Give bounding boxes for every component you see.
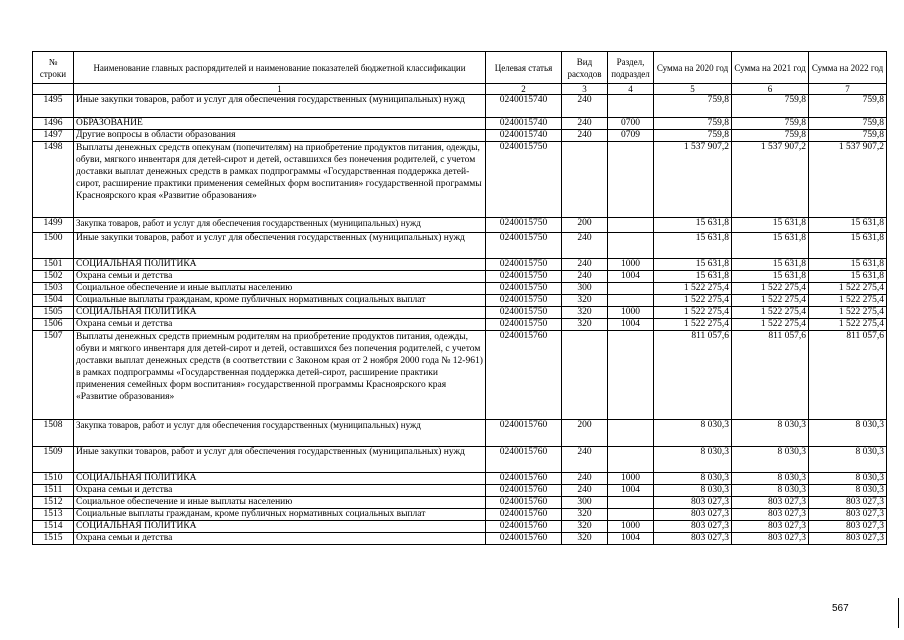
row-name: СОЦИАЛЬНАЯ ПОЛИТИКА bbox=[74, 473, 486, 485]
row-number: 1509 bbox=[33, 447, 74, 473]
row-sum-2021: 1 537 907,2 bbox=[732, 142, 809, 218]
row-number: 1508 bbox=[33, 420, 74, 447]
row-sum-2021: 8 030,3 bbox=[732, 420, 809, 447]
row-sum-2022: 811 057,6 bbox=[809, 331, 887, 420]
row-sum-2021: 759,8 bbox=[732, 118, 809, 130]
row-expense-type: 320 bbox=[562, 533, 608, 545]
row-number: 1503 bbox=[33, 283, 74, 295]
row-target-article: 0240015750 bbox=[486, 218, 562, 233]
row-target-article: 0240015750 bbox=[486, 295, 562, 307]
row-sum-2022: 15 631,8 bbox=[809, 218, 887, 233]
table-row bbox=[33, 307, 887, 319]
row-sum-2021: 8 030,3 bbox=[732, 485, 809, 497]
row-sum-2020: 15 631,8 bbox=[654, 218, 732, 233]
row-expense-type: 240 bbox=[562, 259, 608, 271]
row-target-article: 0240015760 bbox=[486, 521, 562, 533]
row-section bbox=[608, 331, 654, 420]
row-name: Охрана семьи и детства bbox=[74, 319, 486, 331]
table-row bbox=[33, 331, 887, 420]
row-name: Охрана семьи и детства bbox=[74, 533, 486, 545]
row-target-article: 0240015750 bbox=[486, 233, 562, 259]
table-row bbox=[33, 130, 887, 142]
page-number: 567 bbox=[832, 603, 849, 614]
row-expense-type bbox=[562, 142, 608, 218]
column-number: 7 bbox=[809, 84, 887, 95]
row-sum-2020: 1 537 907,2 bbox=[654, 142, 732, 218]
header-row bbox=[33, 52, 887, 84]
row-target-article: 0240015750 bbox=[486, 271, 562, 283]
row-section bbox=[608, 283, 654, 295]
row-sum-2022: 8 030,3 bbox=[809, 447, 887, 473]
column-number-row bbox=[33, 84, 887, 95]
table-row bbox=[33, 95, 887, 118]
row-number: 1501 bbox=[33, 259, 74, 271]
row-sum-2021: 759,8 bbox=[732, 130, 809, 142]
row-section bbox=[608, 95, 654, 118]
row-sum-2021: 803 027,3 bbox=[732, 521, 809, 533]
header-sum-2020: Сумма на 2020 год bbox=[654, 52, 732, 84]
row-expense-type: 320 bbox=[562, 319, 608, 331]
row-number: 1500 bbox=[33, 233, 74, 259]
header-row-number: № строки bbox=[33, 52, 74, 84]
row-number: 1504 bbox=[33, 295, 74, 307]
row-target-article: 0240015750 bbox=[486, 142, 562, 218]
table-row bbox=[33, 420, 887, 447]
row-section bbox=[608, 447, 654, 473]
row-target-article: 0240015760 bbox=[486, 533, 562, 545]
table-row bbox=[33, 233, 887, 259]
row-section bbox=[608, 218, 654, 233]
row-target-article: 0240015760 bbox=[486, 497, 562, 509]
row-sum-2021: 15 631,8 bbox=[732, 259, 809, 271]
row-expense-type: 300 bbox=[562, 497, 608, 509]
row-number: 1497 bbox=[33, 130, 74, 142]
row-sum-2020: 759,8 bbox=[654, 95, 732, 118]
row-sum-2020: 759,8 bbox=[654, 130, 732, 142]
row-sum-2020: 8 030,3 bbox=[654, 473, 732, 485]
column-number: 1 bbox=[74, 84, 486, 95]
row-sum-2021: 15 631,8 bbox=[732, 218, 809, 233]
row-number: 1499 bbox=[33, 218, 74, 233]
row-expense-type: 320 bbox=[562, 509, 608, 521]
table-row bbox=[33, 447, 887, 473]
row-number: 1513 bbox=[33, 509, 74, 521]
row-sum-2021: 803 027,3 bbox=[732, 533, 809, 545]
row-section bbox=[608, 420, 654, 447]
row-target-article: 0240015750 bbox=[486, 319, 562, 331]
row-target-article: 0240015760 bbox=[486, 473, 562, 485]
row-target-article: 0240015760 bbox=[486, 509, 562, 521]
row-section bbox=[608, 295, 654, 307]
row-name: Иные закупки товаров, работ и услуг для обеспечения государственных (муниципальных) нужд bbox=[74, 95, 486, 118]
row-section: 0700 bbox=[608, 118, 654, 130]
row-sum-2021: 803 027,3 bbox=[732, 497, 809, 509]
row-sum-2022: 759,8 bbox=[809, 118, 887, 130]
row-target-article: 0240015760 bbox=[486, 447, 562, 473]
row-expense-type: 200 bbox=[562, 218, 608, 233]
row-number: 1507 bbox=[33, 331, 74, 420]
row-sum-2020: 811 057,6 bbox=[654, 331, 732, 420]
row-name: ОБРАЗОВАНИЕ bbox=[74, 118, 486, 130]
row-sum-2020: 803 027,3 bbox=[654, 521, 732, 533]
table-body bbox=[33, 95, 887, 545]
row-sum-2020: 8 030,3 bbox=[654, 485, 732, 497]
row-sum-2020: 8 030,3 bbox=[654, 447, 732, 473]
table-row bbox=[33, 509, 887, 521]
row-sum-2021: 811 057,6 bbox=[732, 331, 809, 420]
row-section: 0709 bbox=[608, 130, 654, 142]
row-name: Социальные выплаты гражданам, кроме публичных нормативных социальных выплат bbox=[74, 509, 486, 521]
row-sum-2022: 1 537 907,2 bbox=[809, 142, 887, 218]
column-number: 6 bbox=[732, 84, 809, 95]
row-sum-2022: 15 631,8 bbox=[809, 259, 887, 271]
row-name: Иные закупки товаров, работ и услуг для обеспечения государственных (муниципальных) нужд bbox=[74, 447, 486, 473]
row-sum-2020: 803 027,3 bbox=[654, 509, 732, 521]
row-sum-2020: 8 030,3 bbox=[654, 420, 732, 447]
row-target-article: 0240015760 bbox=[486, 420, 562, 447]
table-row bbox=[33, 497, 887, 509]
row-expense-type: 240 bbox=[562, 447, 608, 473]
row-sum-2021: 15 631,8 bbox=[732, 271, 809, 283]
row-sum-2021: 8 030,3 bbox=[732, 473, 809, 485]
row-name: СОЦИАЛЬНАЯ ПОЛИТИКА bbox=[74, 307, 486, 319]
row-sum-2020: 15 631,8 bbox=[654, 271, 732, 283]
table-row bbox=[33, 473, 887, 485]
table-row bbox=[33, 118, 887, 130]
row-sum-2021: 1 522 275,4 bbox=[732, 307, 809, 319]
row-sum-2020: 1 522 275,4 bbox=[654, 295, 732, 307]
row-sum-2020: 1 522 275,4 bbox=[654, 283, 732, 295]
row-expense-type: 240 bbox=[562, 130, 608, 142]
row-number: 1514 bbox=[33, 521, 74, 533]
row-section bbox=[608, 142, 654, 218]
table-row bbox=[33, 319, 887, 331]
table-row bbox=[33, 485, 887, 497]
row-number: 1496 bbox=[33, 118, 74, 130]
row-name: Закупка товаров, работ и услуг для обеспечения государственных (муниципальных) нужд bbox=[74, 420, 486, 447]
row-expense-type: 320 bbox=[562, 307, 608, 319]
row-expense-type: 240 bbox=[562, 233, 608, 259]
table-row bbox=[33, 271, 887, 283]
row-target-article: 0240015750 bbox=[486, 259, 562, 271]
row-expense-type: 320 bbox=[562, 295, 608, 307]
table-row bbox=[33, 521, 887, 533]
row-expense-type: 300 bbox=[562, 283, 608, 295]
row-section bbox=[608, 497, 654, 509]
row-target-article: 0240015750 bbox=[486, 307, 562, 319]
row-sum-2022: 8 030,3 bbox=[809, 485, 887, 497]
column-number: 2 bbox=[486, 84, 562, 95]
row-section: 1004 bbox=[608, 533, 654, 545]
row-section: 1000 bbox=[608, 259, 654, 271]
row-sum-2022: 803 027,3 bbox=[809, 497, 887, 509]
row-name: Выплаты денежных средств приемным родителям на приобретение продуктов питания, одежды, обуви и мягкого инвентаря для детей-сирот и детей, оставшихся без попечения родителей, с учетом доставки выплат денежных средств (в соответствии с Законом края от 2 ноября 2000 года № 12-961) в рамках подпрограммы «Государственная поддержка детей-сирот, расширение практики применения семейных форм воспитания» государственной программы Красноярского края «Развитие образования» bbox=[74, 331, 486, 420]
row-target-article: 0240015760 bbox=[486, 485, 562, 497]
row-sum-2022: 803 027,3 bbox=[809, 533, 887, 545]
row-name: Социальные выплаты гражданам, кроме публичных нормативных социальных выплат bbox=[74, 295, 486, 307]
row-name: Охрана семьи и детства bbox=[74, 271, 486, 283]
row-number: 1495 bbox=[33, 95, 74, 118]
header-name: Наименование главных распорядителей и наименование показателей бюджетной классификации bbox=[74, 52, 486, 84]
row-name: Закупка товаров, работ и услуг для обеспечения государственных (муниципальных) нужд bbox=[74, 218, 486, 233]
row-expense-type: 240 bbox=[562, 271, 608, 283]
row-sum-2021: 15 631,8 bbox=[732, 233, 809, 259]
row-section: 1004 bbox=[608, 485, 654, 497]
row-name: Выплаты денежных средств опекунам (попечителям) на приобретение продуктов питания, одежды, обуви, мягкого инвентаря для детей-сирот и детей, оставшихся без понечения родителей, с учетом доставки выплат денежных средств в рамках подпрограммы «Государственная поддержка детей-сирот, расширение практики применения семейных форм воспитания» государственной программы Красноярского края «Развитие образования» bbox=[74, 142, 486, 218]
row-expense-type: 240 bbox=[562, 473, 608, 485]
row-number: 1506 bbox=[33, 319, 74, 331]
row-sum-2020: 15 631,8 bbox=[654, 233, 732, 259]
row-expense-type bbox=[562, 331, 608, 420]
column-number-blank bbox=[33, 84, 74, 95]
row-expense-type: 240 bbox=[562, 95, 608, 118]
row-expense-type: 320 bbox=[562, 521, 608, 533]
row-target-article: 0240015760 bbox=[486, 331, 562, 420]
row-section bbox=[608, 509, 654, 521]
row-sum-2022: 8 030,3 bbox=[809, 473, 887, 485]
header-section: Раздел, подраздел bbox=[608, 52, 654, 84]
table-row bbox=[33, 218, 887, 233]
row-sum-2020: 803 027,3 bbox=[654, 533, 732, 545]
row-number: 1505 bbox=[33, 307, 74, 319]
row-sum-2021: 8 030,3 bbox=[732, 447, 809, 473]
row-expense-type: 200 bbox=[562, 420, 608, 447]
row-sum-2022: 759,8 bbox=[809, 95, 887, 118]
table-row bbox=[33, 142, 887, 218]
row-sum-2022: 15 631,8 bbox=[809, 271, 887, 283]
row-section: 1004 bbox=[608, 271, 654, 283]
row-name: Иные закупки товаров, работ и услуг для обеспечения государственных (муниципальных) нужд bbox=[74, 233, 486, 259]
row-number: 1498 bbox=[33, 142, 74, 218]
header-target-article: Целевая статья bbox=[486, 52, 562, 84]
row-section bbox=[608, 233, 654, 259]
row-sum-2021: 1 522 275,4 bbox=[732, 283, 809, 295]
row-number: 1511 bbox=[33, 485, 74, 497]
header-sum-2021: Сумма на 2021 год bbox=[732, 52, 809, 84]
row-sum-2020: 759,8 bbox=[654, 118, 732, 130]
column-number: 4 bbox=[608, 84, 654, 95]
table-row bbox=[33, 259, 887, 271]
row-name: Другие вопросы в области образования bbox=[74, 130, 486, 142]
row-number: 1510 bbox=[33, 473, 74, 485]
row-sum-2022: 1 522 275,4 bbox=[809, 295, 887, 307]
row-target-article: 0240015750 bbox=[486, 283, 562, 295]
row-name: Социальное обеспечение и иные выплаты населению bbox=[74, 283, 486, 295]
row-sum-2020: 1 522 275,4 bbox=[654, 307, 732, 319]
row-sum-2022: 1 522 275,4 bbox=[809, 307, 887, 319]
row-sum-2021: 1 522 275,4 bbox=[732, 319, 809, 331]
row-sum-2022: 15 631,8 bbox=[809, 233, 887, 259]
table-row bbox=[33, 283, 887, 295]
row-section: 1000 bbox=[608, 521, 654, 533]
column-number: 5 bbox=[654, 84, 732, 95]
header-sum-2022: Сумма на 2022 год bbox=[809, 52, 887, 84]
row-sum-2022: 803 027,3 bbox=[809, 509, 887, 521]
row-sum-2020: 803 027,3 bbox=[654, 497, 732, 509]
table-row bbox=[33, 533, 887, 545]
row-expense-type: 240 bbox=[562, 485, 608, 497]
row-sum-2020: 15 631,8 bbox=[654, 259, 732, 271]
row-sum-2022: 759,8 bbox=[809, 130, 887, 142]
row-section: 1000 bbox=[608, 307, 654, 319]
scan-edge-line bbox=[898, 598, 899, 628]
table-row bbox=[33, 295, 887, 307]
row-section: 1000 bbox=[608, 473, 654, 485]
row-target-article: 0240015740 bbox=[486, 95, 562, 118]
row-section: 1004 bbox=[608, 319, 654, 331]
budget-table bbox=[32, 51, 887, 545]
row-sum-2022: 803 027,3 bbox=[809, 521, 887, 533]
row-name: СОЦИАЛЬНАЯ ПОЛИТИКА bbox=[74, 521, 486, 533]
row-sum-2020: 1 522 275,4 bbox=[654, 319, 732, 331]
row-target-article: 0240015740 bbox=[486, 118, 562, 130]
row-name: Охрана семьи и детства bbox=[74, 485, 486, 497]
row-name: СОЦИАЛЬНАЯ ПОЛИТИКА bbox=[74, 259, 486, 271]
row-sum-2022: 1 522 275,4 bbox=[809, 319, 887, 331]
header-expense-type: Вид расходов bbox=[562, 52, 608, 84]
row-sum-2022: 8 030,3 bbox=[809, 420, 887, 447]
row-name: Социальное обеспечение и иные выплаты населению bbox=[74, 497, 486, 509]
row-sum-2021: 759,8 bbox=[732, 95, 809, 118]
column-number: 3 bbox=[562, 84, 608, 95]
row-number: 1515 bbox=[33, 533, 74, 545]
row-target-article: 0240015740 bbox=[486, 130, 562, 142]
row-sum-2021: 1 522 275,4 bbox=[732, 295, 809, 307]
row-number: 1512 bbox=[33, 497, 74, 509]
row-sum-2022: 1 522 275,4 bbox=[809, 283, 887, 295]
row-sum-2021: 803 027,3 bbox=[732, 509, 809, 521]
row-expense-type: 240 bbox=[562, 118, 608, 130]
row-number: 1502 bbox=[33, 271, 74, 283]
